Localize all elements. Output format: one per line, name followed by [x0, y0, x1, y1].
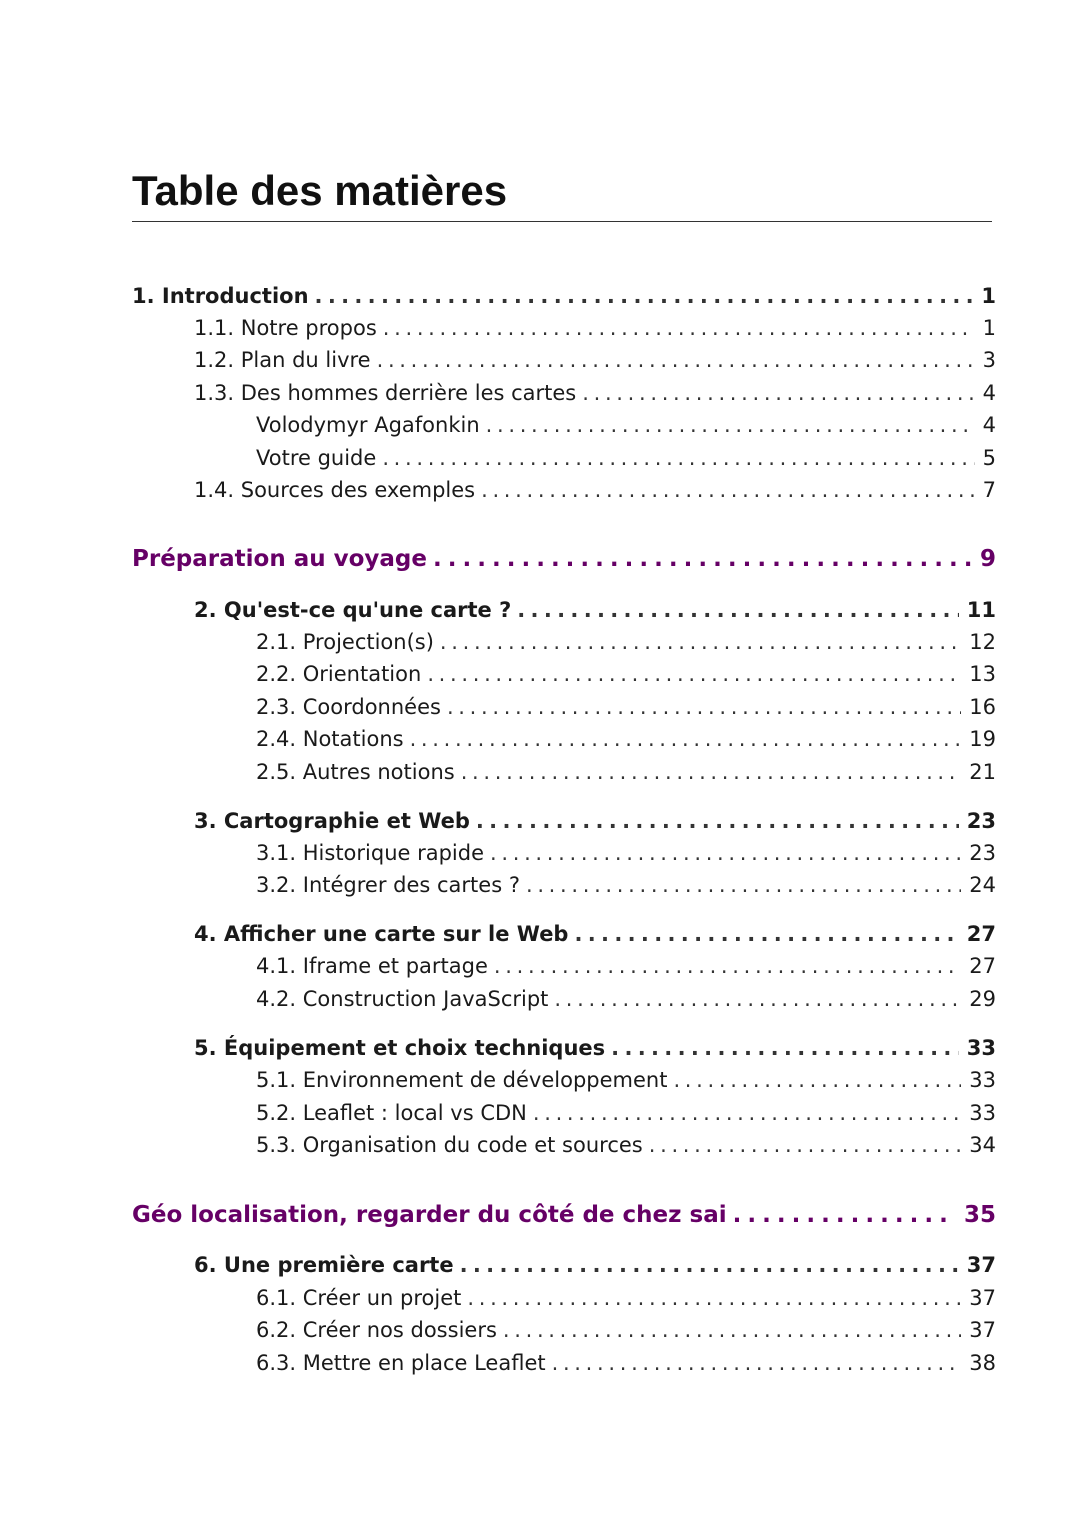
toc-leader-dots	[486, 410, 975, 440]
toc-part-entry[interactable]	[132, 1198, 996, 1232]
toc-label: Volodymyr Agafonkin	[256, 413, 480, 437]
toc-chapter-entry[interactable]	[194, 595, 996, 625]
toc-leader-dots	[433, 542, 972, 576]
toc-section-entry[interactable]	[256, 757, 996, 787]
toc-section-entry[interactable]	[256, 951, 996, 981]
toc-leader-dots	[526, 870, 961, 900]
toc-label: 2.2. Orientation	[256, 662, 422, 686]
toc-label: 5.2. Leaflet : local vs CDN	[256, 1101, 527, 1125]
toc-label: 1.4. Sources des exemples	[194, 478, 476, 502]
toc-page-number: 7	[982, 478, 996, 502]
toc-page-number: 37	[966, 1253, 996, 1277]
toc-label: 5.3. Organisation du code et sources	[256, 1133, 643, 1157]
toc-page-number: 34	[969, 1133, 996, 1157]
toc-leader-dots	[382, 443, 974, 473]
toc-leader-dots	[427, 659, 961, 689]
toc-page-number: 27	[966, 922, 996, 946]
toc-leader-dots	[315, 281, 974, 311]
toc-label: 6.3. Mettre en place Leaflet	[256, 1351, 546, 1375]
toc-leader-dots	[517, 595, 959, 625]
toc-page-number: 27	[969, 954, 996, 978]
toc-label: 1.1. Notre propos	[194, 316, 377, 340]
toc-page-number: 33	[966, 1036, 996, 1060]
toc-label: 2.1. Projection(s)	[256, 630, 434, 654]
toc-label: 1.2. Plan du livre	[194, 348, 371, 372]
toc-leader-dots	[503, 1315, 961, 1345]
toc-page-number: 12	[969, 630, 996, 654]
toc-page-number: 4	[982, 413, 996, 437]
toc-page-number: 1	[981, 284, 996, 308]
toc-leader-dots	[410, 724, 962, 754]
toc-page-number: 37	[969, 1286, 996, 1310]
toc-section-entry[interactable]	[256, 1348, 996, 1378]
toc-label: 6.2. Créer nos dossiers	[256, 1318, 497, 1342]
toc-section-entry[interactable]	[194, 345, 996, 375]
toc-section-entry[interactable]	[194, 378, 996, 408]
toc-label: 3. Cartographie et Web	[194, 809, 470, 833]
toc-section-entry[interactable]	[256, 838, 996, 868]
toc-label: 3.1. Historique rapide	[256, 841, 485, 865]
toc-label: 1. Introduction	[132, 284, 309, 308]
toc-section-entry[interactable]	[256, 659, 996, 689]
toc-section-entry[interactable]	[256, 627, 996, 657]
toc-leader-dots	[467, 1283, 961, 1313]
toc-leader-dots	[533, 1098, 961, 1128]
toc-subsection-entry[interactable]	[256, 410, 996, 440]
toc-leader-dots	[552, 1348, 962, 1378]
toc-page-number: 33	[969, 1068, 996, 1092]
toc-section-entry[interactable]	[194, 313, 996, 343]
toc-leader-dots	[494, 951, 961, 981]
toc-page-number: 4	[982, 381, 996, 405]
toc-leader-dots	[476, 806, 959, 836]
toc-label: 5.1. Environnement de développement	[256, 1068, 668, 1092]
toc-leader-dots	[554, 984, 961, 1014]
toc-page-number: 37	[969, 1318, 996, 1342]
toc-label: 5. Équipement et choix techniques	[194, 1036, 606, 1060]
toc-section-entry[interactable]	[256, 724, 996, 754]
toc-label: 4.1. Iframe et partage	[256, 954, 488, 978]
toc-section-entry[interactable]	[256, 1283, 996, 1313]
toc-chapter-entry[interactable]	[194, 919, 996, 949]
toc-leader-dots	[460, 1250, 959, 1280]
toc-leader-dots	[383, 313, 975, 343]
toc-leader-dots	[461, 757, 962, 787]
toc-label: 1.3. Des hommes derrière les cartes	[194, 381, 577, 405]
toc-label: 6. Une première carte	[194, 1253, 454, 1277]
toc-leader-dots	[377, 345, 975, 375]
toc-section-entry[interactable]	[256, 1065, 996, 1095]
toc-section-entry[interactable]	[194, 475, 996, 505]
toc-part-entry[interactable]	[132, 542, 996, 576]
toc-page-number: 38	[969, 1351, 996, 1375]
toc-label: 3.2. Intégrer des cartes ?	[256, 873, 520, 897]
toc-leader-dots	[582, 378, 974, 408]
toc-page-number: 19	[969, 727, 996, 751]
page-title: Table des matières	[132, 167, 508, 214]
toc-section-entry[interactable]	[256, 692, 996, 722]
toc-page-number: 29	[969, 987, 996, 1011]
toc-leader-dots	[574, 919, 958, 949]
toc-chapter-entry[interactable]	[132, 281, 996, 311]
toc-leader-dots	[649, 1130, 962, 1160]
toc-label: 2.5. Autres notions	[256, 760, 455, 784]
toc-label: 6.1. Créer un projet	[256, 1286, 462, 1310]
toc-section-entry[interactable]	[256, 1130, 996, 1160]
toc-page-number: 3	[982, 348, 996, 372]
toc-page-number: 11	[966, 598, 996, 622]
toc-leader-dots	[490, 838, 961, 868]
toc-chapter-entry[interactable]	[194, 806, 996, 836]
toc-page-number: 24	[969, 873, 996, 897]
toc-page-number: 5	[982, 446, 996, 470]
toc-leader-dots	[440, 627, 961, 657]
toc-leader-dots	[481, 475, 975, 505]
toc-label: Préparation au voyage	[132, 546, 427, 572]
toc-page-number: 16	[969, 695, 996, 719]
toc-section-entry[interactable]	[256, 870, 996, 900]
toc-section-entry[interactable]	[256, 1098, 996, 1128]
toc-subsection-entry[interactable]	[256, 443, 996, 473]
toc-label: 2. Qu'est-ce qu'une carte ?	[194, 598, 512, 622]
toc-page-number: 35	[963, 1202, 996, 1228]
toc-page-number: 13	[969, 662, 996, 686]
toc-section-entry[interactable]	[256, 984, 996, 1014]
toc-label: 4. Afficher une carte sur le Web	[194, 922, 569, 946]
toc-page-number: 23	[966, 809, 996, 833]
toc-page-number: 23	[969, 841, 996, 865]
toc-page-number: 21	[969, 760, 996, 784]
toc-page-number: 9	[979, 546, 996, 572]
toc-page-number: 33	[969, 1101, 996, 1125]
toc-label: 2.3. Coordonnées	[256, 695, 441, 719]
toc-label: 4.2. Construction JavaScript	[256, 987, 549, 1011]
toc-chapter-entry[interactable]	[194, 1033, 996, 1063]
toc-label: Géo localisation, regarder du côté de chez sai	[132, 1202, 727, 1228]
toc-leader-dots	[673, 1065, 961, 1095]
toc-label: Votre guide	[256, 446, 377, 470]
toc-label: 2.4. Notations	[256, 727, 404, 751]
toc-section-entry[interactable]	[256, 1315, 996, 1345]
toc-leader-dots	[447, 692, 961, 722]
toc-chapter-entry[interactable]	[194, 1250, 996, 1280]
toc-page-number: 1	[982, 316, 996, 340]
toc-leader-dots	[733, 1198, 956, 1232]
toc-leader-dots	[611, 1033, 959, 1063]
